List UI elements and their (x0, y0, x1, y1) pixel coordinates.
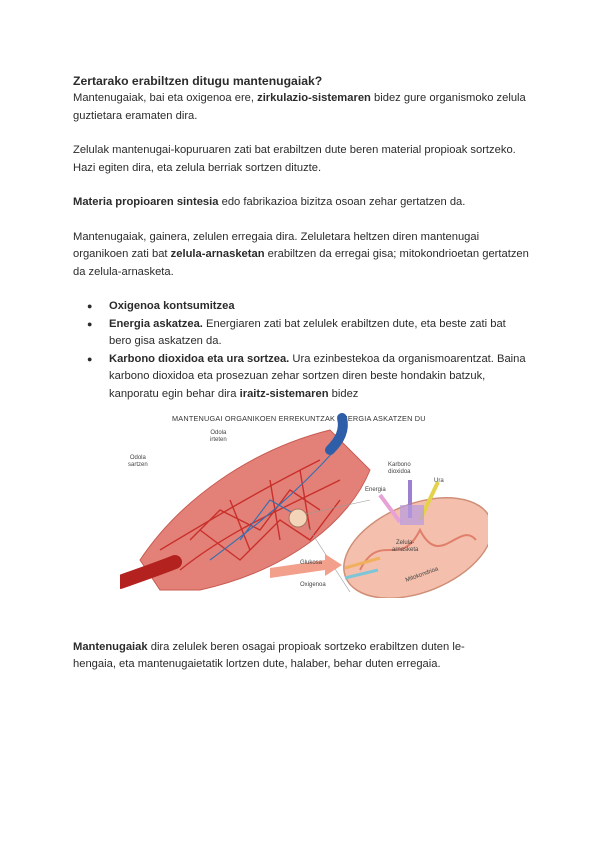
paragraph-circulation (73, 90, 531, 125)
section-heading: Zertarako erabiltzen ditugu mantenugaiak? (73, 74, 323, 88)
cell-detail (289, 509, 307, 527)
bullet-icon: ● (87, 353, 93, 364)
label-blood-in: Odola sartzen (128, 455, 148, 468)
list-item (73, 316, 531, 351)
paragraph-respiration (73, 229, 531, 282)
label-energy: Energia (365, 487, 386, 493)
text: Mantenugaiak, gainera, zelulen erregaia dira. Zeluletara heltzen diren mantenugai organikoen zati bat (73, 230, 480, 260)
bold-term: Mantenugaiak (73, 640, 148, 653)
bold-term: Karbono dioxidoa eta ura sortzea. (109, 352, 290, 365)
text: erabiltzen da erregai gisa; mitokondrioetan gertatzen da zelula-arnasketa. (73, 248, 529, 278)
label-glucose: Glukosa (300, 560, 323, 566)
label-co2: Karbono dioxidoa (388, 462, 411, 475)
text: bidez gure organismoko zelula guztietara eramaten dira. (73, 92, 526, 122)
text: dira zelulek beren osagai propioak sortzeko erabiltzen duten le- hengaia, eta mantenugaietatik lortzen dute, halaber, behar duten erregaia. (73, 640, 465, 670)
bullet-icon: ● (87, 301, 93, 311)
text: Energiaren zati bat zelulek erabiltzen dute, eta beste zati bat bero gisa askatzen da. (109, 317, 506, 347)
label-respiration: Zelula- arnasketa (392, 540, 419, 553)
text: bidez (328, 387, 359, 400)
bullet-icon: ● (87, 318, 93, 329)
list-item (73, 298, 531, 316)
bold-term: zelula-arnasketan (170, 248, 265, 260)
bold-term: Materia propioaren sintesia (73, 196, 219, 208)
paragraph-synthesis (73, 194, 531, 212)
text: Ura ezinbestekoa da organismoarentzat. Baina karbono dioxidoa eta prosezuan zehar sortzen diren beste hondakin batzuk, kanporatu egin behar dira (109, 352, 526, 400)
bold-term: iraitz-sistemaren (239, 387, 329, 400)
respiration-list (73, 298, 531, 403)
bold-term: Oxigenoa kontsumitzea (109, 300, 235, 312)
paragraph-cells: Zelulak mantenugai-kopuruaren zati bat erabiltzen dute beren material propioak sortzeko. Hazi egiten dira, eta zelula berriak sortzen dituzte. (73, 144, 516, 174)
document-body (73, 72, 531, 403)
label-oxygen: Oxigenoa (300, 582, 326, 588)
label-blood-out: Odola irteten (210, 430, 227, 443)
bold-term: Energia askatzea. (109, 317, 203, 330)
list-item (73, 351, 531, 404)
label-mitochondrion: Mitokondrioa (404, 566, 440, 584)
respiration-illustration (120, 410, 488, 598)
text: Mantenugaiak, bai eta oxigenoa ere, (73, 92, 258, 104)
text: edo fabrikazioa bizitza osoan zehar gertatzen da. (218, 196, 466, 208)
closing-paragraph (73, 621, 531, 674)
figure-title: MANTENUGAI ORGANIKOEN ERREKUNTZAK ENERGIA ASKATZEN DU (172, 414, 426, 423)
bold-term: zirkulazio-sistemaren (257, 92, 371, 104)
label-water: Ura (434, 478, 444, 484)
